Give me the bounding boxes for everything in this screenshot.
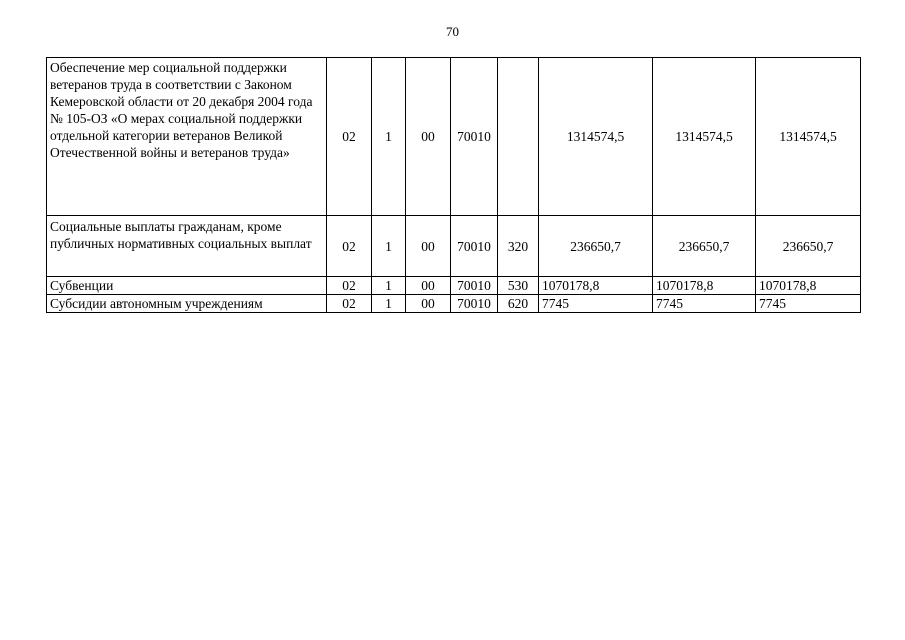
budget-table — [46, 57, 861, 313]
amount-year-3: 1070178,8 — [756, 277, 861, 295]
program-code: 02 — [327, 295, 372, 313]
program-code: 02 — [327, 58, 372, 216]
table-row — [47, 58, 861, 216]
row-name: Обеспечение мер социальной поддержки ветеранов труда в соответствии с Законом Кемеровской области от 20 декабря 2004 года № 105-ОЗ «О мерах социальной поддержки отдельной категории ветеранов Великой Отечественной войны и ветеранов труда» — [47, 58, 327, 216]
program-code: 02 — [327, 277, 372, 295]
direction-code: 70010 — [451, 58, 498, 216]
expense-type-code: 620 — [498, 295, 539, 313]
table-row — [47, 295, 861, 313]
amount-year-3: 236650,7 — [756, 216, 861, 277]
subprogram-code: 1 — [372, 216, 406, 277]
direction-code: 70010 — [451, 277, 498, 295]
row-name: Социальные выплаты гражданам, кроме публичных нормативных социальных выплат — [47, 216, 327, 277]
event-code: 00 — [406, 216, 451, 277]
amount-year-1: 236650,7 — [539, 216, 653, 277]
amount-year-3: 7745 — [756, 295, 861, 313]
subprogram-code: 1 — [372, 277, 406, 295]
amount-year-2: 1070178,8 — [653, 277, 756, 295]
amount-year-1: 1070178,8 — [539, 277, 653, 295]
row-name: Субвенции — [47, 277, 327, 295]
expense-type-code: 320 — [498, 216, 539, 277]
subprogram-code: 1 — [372, 58, 406, 216]
page-number: 70 — [446, 24, 459, 39]
amount-year-1: 7745 — [539, 295, 653, 313]
table-row — [47, 216, 861, 277]
program-code: 02 — [327, 216, 372, 277]
amount-year-2: 7745 — [653, 295, 756, 313]
row-name: Субсидии автономным учреждениям — [47, 295, 327, 313]
event-code: 00 — [406, 277, 451, 295]
amount-year-2: 236650,7 — [653, 216, 756, 277]
direction-code: 70010 — [451, 295, 498, 313]
amount-year-1: 1314574,5 — [539, 58, 653, 216]
event-code: 00 — [406, 58, 451, 216]
event-code: 00 — [406, 295, 451, 313]
expense-type-code — [498, 58, 539, 216]
direction-code: 70010 — [451, 216, 498, 277]
amount-year-3: 1314574,5 — [756, 58, 861, 216]
expense-type-code: 530 — [498, 277, 539, 295]
amount-year-2: 1314574,5 — [653, 58, 756, 216]
subprogram-code: 1 — [372, 295, 406, 313]
table-row — [47, 277, 861, 295]
